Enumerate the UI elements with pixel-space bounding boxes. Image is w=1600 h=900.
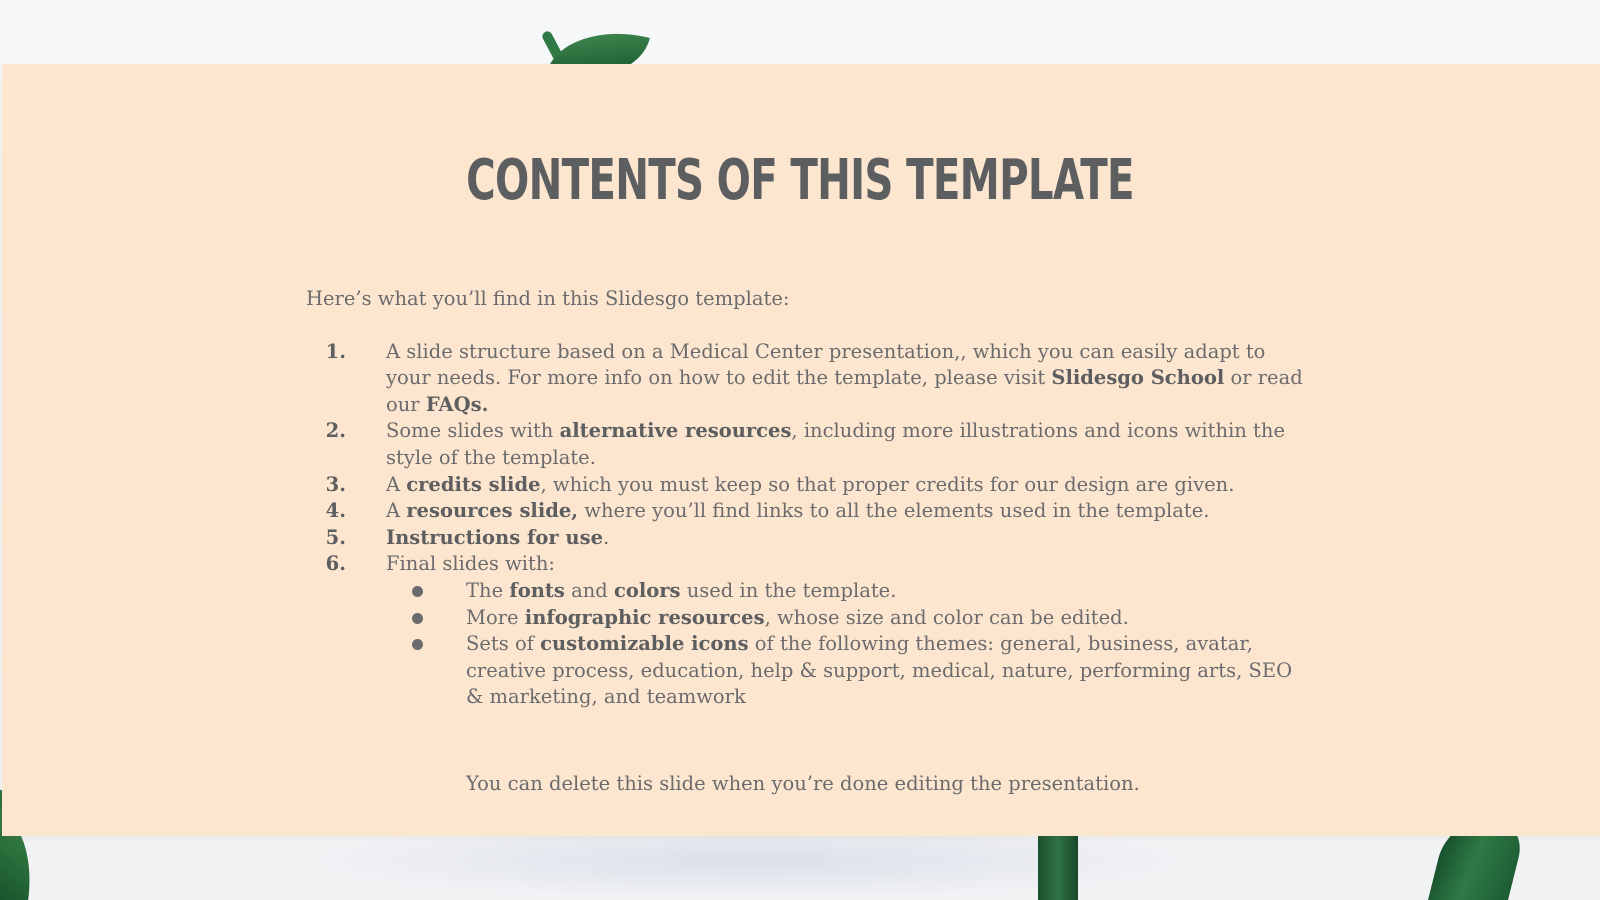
item-text: Some slides with [386, 419, 560, 443]
subitem-text: The [466, 578, 510, 602]
slide-title: CONTENTS OF THIS TEMPLATE [466, 148, 1134, 213]
item-number: 5. [325, 525, 346, 549]
item-bold-text: credits slide [406, 472, 541, 496]
intro-text: Here’s what you’ll find in this Slidesgo template: [306, 287, 790, 310]
subitem-text: Sets of [466, 632, 541, 656]
subitem-text: and [564, 578, 614, 602]
bullet-icon [412, 613, 423, 624]
list-item [306, 525, 1306, 552]
sublist-item [386, 605, 1306, 632]
list-item [306, 498, 1306, 525]
list-item [306, 472, 1306, 499]
item-bold-text: Instructions for use [386, 525, 603, 549]
item-text: or read our [386, 366, 1303, 416]
subitem-text: used in the template. [680, 578, 897, 602]
subitem-bold-text: fonts [509, 578, 565, 602]
bullet-icon [412, 586, 423, 597]
subitem-bold-text: colors [613, 578, 681, 602]
list-item [306, 418, 1306, 471]
item-text: A [386, 472, 407, 496]
slide-body [306, 286, 1306, 798]
item-number: 1. [325, 339, 346, 363]
item-bold-text: alternative resources [559, 419, 792, 443]
item-bold-text: FAQs. [425, 392, 489, 416]
list-item [306, 551, 1306, 711]
item-text: , which you must keep so that proper credits for our design are given. [540, 472, 1235, 496]
footer-note: You can delete this slide when you’re done editing the presentation. [466, 771, 1140, 795]
subitem-bold-text: infographic resources [524, 605, 765, 629]
subitem-bold-text: customizable icons [540, 632, 749, 656]
subitem-text: of the following themes: general, business, avatar, creative process, education, help & support, medical, nature, performing arts, SEO & marketing, and teamwork [466, 632, 1293, 709]
sublist-item [386, 631, 1306, 711]
item-text: A slide structure based on a Medical Center presentation,, which you can easily adapt to your needs. For more info on how to edit the template, please visit [386, 339, 1266, 390]
list-item [306, 339, 1306, 419]
contents-list [306, 339, 1306, 711]
item-number: 6. [325, 552, 346, 576]
item-number: 3. [325, 472, 346, 496]
item-text: Final slides with: [386, 552, 555, 576]
item-text: , including more illustrations and icons within the style of the template. [386, 419, 1285, 469]
item-bold-text: resources slide, [406, 499, 579, 523]
subitem-text: , whose size and color can be edited. [764, 605, 1129, 629]
item-number: 4. [325, 499, 346, 523]
item-text: A [386, 499, 407, 523]
item-text: where you’ll find links to all the elements used in the template. [578, 499, 1210, 523]
final-slides-sublist [386, 578, 1306, 711]
item-bold-text: Slidesgo School [1051, 366, 1225, 390]
subitem-text: More [466, 605, 525, 629]
item-number: 2. [325, 419, 346, 443]
bullet-icon [412, 639, 423, 650]
item-text: . [603, 525, 610, 549]
sublist-item [386, 578, 1306, 605]
